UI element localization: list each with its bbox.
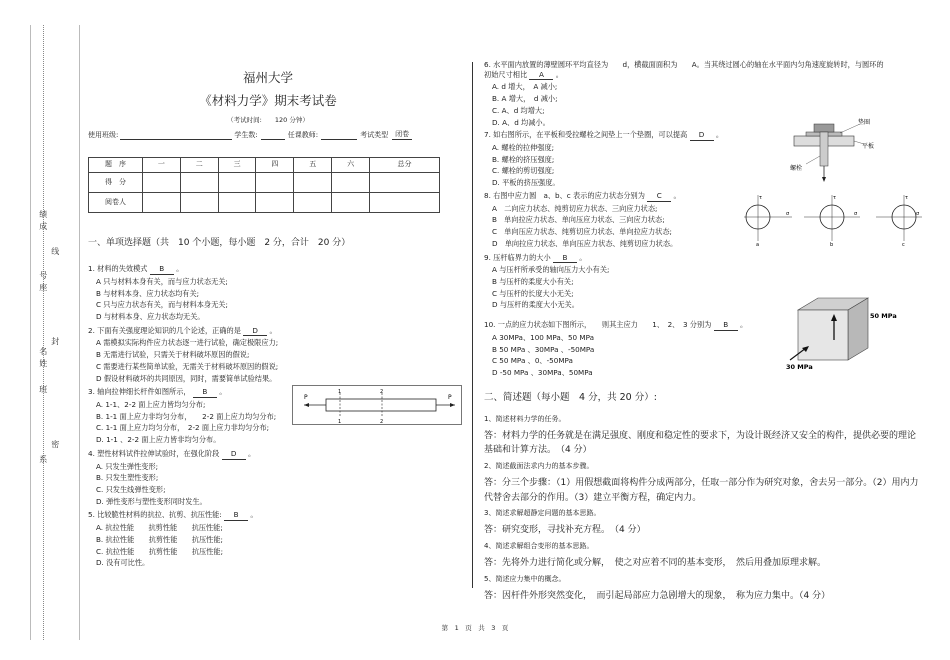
circle-label: b [830, 241, 834, 248]
bolt-head [814, 124, 834, 132]
mohr-circle-c [876, 195, 922, 248]
score-row [89, 172, 440, 192]
cube-front-face [798, 310, 848, 360]
sigma-label: σ [854, 210, 858, 217]
sigma-label: σ [786, 210, 790, 217]
option: C 单向压应力状态、纯剪切应力状态、单向拉应力状态; [492, 227, 672, 237]
score-table-header [89, 157, 440, 172]
circle-label: a [756, 241, 760, 248]
washer-label: 垫圈 [858, 119, 871, 127]
stem-text: 。 [269, 325, 277, 335]
question-8 [484, 191, 924, 249]
binding-label: 密 [50, 440, 60, 448]
option: D -50 MPa 、30MPa、50MPa [492, 367, 593, 377]
section-label: 2 [380, 389, 384, 396]
stress-element-figure [784, 294, 897, 372]
tau-label: τ [759, 194, 763, 201]
grader-cell[interactable] [180, 192, 218, 212]
section-label: 1 [338, 419, 342, 426]
option: B. 螺栓的挤压强度; [492, 154, 555, 164]
teacher-field[interactable] [321, 131, 357, 140]
option: C. A、d 均增大; [492, 105, 545, 115]
stem-text: 。 [247, 448, 256, 458]
option: C 50 MPa 、0、-50MPa [492, 356, 573, 366]
option: B 无需进行试验，只需关于材料破坏原因的假说; [96, 350, 250, 360]
exam-type-value: 闭卷 [392, 130, 412, 140]
stem-text: 。 [555, 69, 563, 79]
question-4 [88, 449, 448, 507]
arrowhead [304, 403, 309, 407]
page-footer: 第 1 页 共 3 页 [441, 624, 509, 632]
plate-label: 平板 [862, 143, 875, 151]
class-field[interactable] [120, 131, 232, 140]
option: B 单向拉应力状态、单向压应力状态、三向应力状态; [492, 215, 665, 225]
option: A. 螺栓的拉伸强度; [492, 143, 555, 153]
stem-text: 5. 比较脆性材料的抗拉、抗剪、抗压性能: [88, 510, 222, 520]
option: D. 没有可比性。 [96, 558, 150, 568]
option: D. 1-1 、2-2 面上应力皆非均匀分布。 [96, 435, 221, 445]
question-stem [88, 449, 448, 460]
score-header-cell: 三 [218, 157, 256, 172]
stem-text: 。 [739, 320, 748, 330]
mohr-circles-figure [742, 191, 924, 247]
stem-text: 4. 塑性材料试件拉伸试验时，在强化阶段 [88, 448, 220, 458]
circle-label: c [902, 241, 905, 248]
binding-label: 绩 [38, 210, 48, 218]
stem-text: 1. 材料的失效模式 [88, 264, 148, 274]
option: C 与压杆的长度大小无关; [492, 288, 574, 298]
question-stem [484, 60, 884, 80]
score-cell[interactable] [143, 172, 181, 192]
score-cell[interactable] [256, 172, 294, 192]
answer-blank[interactable]: B [193, 387, 217, 398]
score-row-label: 得 分 [89, 172, 143, 192]
option: A 30MPa、100 MPa、50 MPa [492, 332, 595, 342]
short-answer: 答：研究变形，寻找补充方程。 （4 分） [484, 525, 646, 536]
leader-line [806, 156, 820, 164]
mohr-circle-a [744, 195, 792, 248]
grader-cell[interactable] [256, 192, 294, 212]
score-cell[interactable] [332, 172, 370, 192]
binding-label: 线 [50, 247, 60, 255]
score-header-cell: 总分 [370, 157, 440, 172]
binding-label: 姓 [38, 359, 48, 367]
binding-label: 号 [38, 271, 48, 279]
bar-body [326, 399, 436, 411]
right-column [484, 60, 924, 603]
question-stem [484, 253, 924, 264]
answer-blank[interactable]: B [553, 253, 577, 264]
grader-row [89, 192, 440, 212]
grader-row-label: 阅卷人 [89, 192, 143, 212]
grader-cell[interactable] [218, 192, 256, 212]
grader-cell[interactable] [332, 192, 370, 212]
option: D 假设材料破坏的共同原因，同时，需要简单试验结果。 [96, 373, 277, 383]
tau-label: τ [905, 194, 909, 201]
question-2 [88, 326, 448, 384]
stem-text: 2. 下面有关强度理论知识的几个论述，正确的是 [88, 325, 241, 335]
binding-label: 系 [38, 455, 48, 463]
option: B 与材料本身、应力状态均有关; [96, 288, 200, 298]
grader-cell[interactable] [370, 192, 440, 212]
student-count-field[interactable] [261, 131, 285, 140]
question-stem [88, 510, 448, 521]
answer-blank[interactable]: B [150, 264, 174, 275]
question-10 [484, 312, 924, 378]
stem-text: 3. 轴向拉伸细长杆件如图所示， [88, 387, 191, 397]
option: A. 抗拉性能 抗剪性能 抗压性能; [96, 523, 223, 533]
arrowhead [822, 177, 826, 182]
short-answer-question: 3、简述求解超静定问题的基本思路。 [484, 508, 601, 517]
option: A. d 增大， A 减小; [492, 82, 558, 92]
option: B. 1-1 面上应力非均匀分布， 2-2 面上应力均匀分布; [96, 411, 277, 421]
binding-label: 座 [38, 283, 48, 291]
stem-text: 。 [673, 190, 681, 200]
option: A 与压杆所承受的轴向压力大小有关; [492, 265, 610, 275]
stress-label-50: 50 MPa [870, 312, 897, 321]
sigma-label: σ [916, 210, 920, 217]
answer-blank[interactable]: D [690, 130, 714, 141]
exam-type-label: 考试类型 [360, 130, 389, 139]
binding-label: 成 [38, 222, 48, 230]
stem-text: 8. 右图中应力圆 a、b、c 表示的应力状态分别为 [484, 190, 645, 200]
leader-line [840, 124, 860, 133]
score-cell[interactable] [370, 172, 440, 192]
score-header-cell: 一 [143, 157, 181, 172]
binding-strip [30, 25, 80, 640]
section-label: 2 [380, 419, 384, 426]
option: A 二向应力状态、纯剪切应力状态、三向应力状态; [492, 203, 658, 213]
section-label: 1 [338, 389, 342, 396]
option: D 与材料本身、应力状态均无关。 [96, 311, 205, 321]
bolt-label: 螺栓 [790, 165, 803, 173]
grader-cell[interactable] [294, 192, 332, 212]
exam-time: （考试时间: 120 分钟） [227, 115, 309, 124]
score-cell[interactable] [218, 172, 256, 192]
question-stem [88, 326, 448, 337]
short-answer: 答：分三个步骤：（1）用假想截面将构件分成两部分，任取一部分作为研究对象，舍去另一部分。（2）用内力代替舍去部分的作用。（3）建立平衡方程，确定内力。 [484, 478, 919, 503]
option: C. 抗拉性能 抗剪性能 抗压性能; [96, 546, 224, 556]
question-3 [88, 387, 452, 445]
column-divider [472, 62, 473, 588]
answer-blank[interactable]: D [243, 326, 267, 337]
stem-text: 10. 一点的应力状态如下图所示， 则其主应力 1、 2、 3 分别为 [484, 320, 712, 330]
short-answer: 答：因杆件外形突然变化， 而引起局部应力急剧增大的现象， 称为应力集中。（4 分） [484, 591, 831, 602]
answer-blank[interactable]: B [714, 320, 738, 331]
option: A 只与材料本身有关，而与应力状态无关; [96, 276, 228, 286]
option: B 与压杆的柔度大小有关; [492, 276, 574, 286]
option: A 需模拟实际构件应力状态逐一进行试验，确定极限应力; [96, 338, 279, 348]
question-stem [88, 264, 448, 275]
tau-label: τ [833, 194, 837, 201]
score-cell[interactable] [294, 172, 332, 192]
exam-title: 《材料力学》期末考试卷 [199, 92, 337, 108]
option: A. 只发生弹性变形; [96, 461, 159, 471]
stem-text: 。 [176, 264, 184, 274]
option: D. 平板的挤压强度。 [492, 178, 560, 188]
score-header-cell: 五 [294, 157, 332, 172]
answer-blank[interactable]: D [222, 449, 246, 460]
option: C. 1-1 面上应力均匀分布， 2-2 面上应力非均匀分布; [96, 423, 270, 433]
stem-text: 。 [579, 252, 587, 262]
stem-text: 。 [715, 130, 724, 140]
question-1 [88, 264, 448, 322]
option: C. 螺栓的剪切强度; [492, 166, 555, 176]
short-answer: 答：先将外力进行简化或分解， 使之对应着不同的基本变形， 然后用叠加原理求解。 [484, 558, 827, 569]
load-label: P [448, 394, 452, 402]
grader-cell[interactable] [143, 192, 181, 212]
option: B. 只发生塑性变形; [96, 473, 159, 483]
class-label: 使用班级: [88, 130, 119, 139]
score-cell[interactable] [180, 172, 218, 192]
binding-label: 名 [38, 347, 48, 355]
option: D. 弹性变形与塑性变形同时发生。 [96, 496, 207, 506]
answer-blank[interactable]: A [529, 70, 553, 81]
option: D 与压杆的柔度大小无关。 [492, 300, 579, 310]
score-table [88, 157, 440, 213]
stem-text: 。 [219, 387, 227, 397]
university-name: 福州大学 [242, 70, 293, 85]
teacher-label: 任课教师: [287, 130, 319, 139]
stem-text: 7. 如右图所示，在平板和受拉螺栓之间垫上一个垫圈，可以提高 [484, 130, 688, 140]
bolt-shank [820, 132, 828, 166]
short-answer-question: 2、简述截面法求内力的基本步骤。 [484, 461, 594, 470]
mohr-circle-b [804, 195, 860, 248]
stress-label-30: 30 MPa [786, 363, 813, 372]
stem-text: 6. 水平面内放置的薄壁圆环平均直径为 d，横截面面积为 A。当其绕过圆心的轴在水平面内匀角速度旋转时，与圆环的初始尺寸相比 [484, 60, 884, 79]
score-header-cell: 题 序 [89, 157, 143, 172]
stem-text: 9. 压杆临界力的大小 [484, 252, 551, 262]
score-header-cell: 六 [332, 157, 370, 172]
student-count-label: 学生数: [234, 130, 258, 139]
short-answer: 答：材料力学的任务就是在满足强度、刚度和稳定性的要求下，为设计既经济又安全的构件，提供必要的理论基础和计算方法。 （4 分） [484, 430, 917, 456]
score-header-cell: 四 [256, 157, 294, 172]
answer-blank[interactable]: C [647, 191, 671, 202]
left-column [88, 60, 452, 568]
option: B. 抗拉性能 抗剪性能 抗压性能; [96, 534, 223, 544]
score-header-cell: 二 [180, 157, 218, 172]
option: C 需要进行某些简单试验，无需关于材料破坏原因的假说; [96, 361, 279, 371]
binding-label: 班 [38, 385, 48, 393]
option: D. A、d 均减小。 [492, 117, 550, 127]
option: C 只与应力状态有关，而与材料本身无关; [96, 300, 228, 310]
binding-dotted-line [43, 25, 44, 640]
exam-info-row [88, 130, 448, 140]
option: C. 只发生线弹性变形; [96, 485, 166, 495]
section-1-title: 一、单项选择题（共 10 个小题，每小题 2 分，合计 20 分） [88, 237, 351, 248]
arrowhead [450, 403, 455, 407]
load-label: P [304, 394, 308, 402]
option: B. A 增大， d 减小; [492, 94, 558, 104]
stem-text: 。 [250, 510, 258, 520]
option: B 50 MPa 、30MPa 、-50MPa [492, 344, 595, 354]
answer-blank[interactable]: B [224, 510, 248, 521]
option: A. 1-1、2-2 面上应力皆均匀分布; [96, 400, 206, 409]
short-answer-question: 4、简述求解组合变形的基本思路。 [484, 541, 594, 550]
short-answer-question: 5、简述应力集中的概念。 [484, 574, 566, 583]
bolt-washer-figure [784, 116, 884, 184]
question-5 [88, 510, 448, 568]
section-2-title: 二、简述题（每小题 4 分，共 20 分）: [484, 391, 657, 403]
axial-bar-figure [292, 385, 462, 425]
short-answer-question: 1、简述材料力学的任务。 [484, 414, 566, 423]
binding-label: 封 [50, 337, 60, 345]
option: D 单向拉应力状态、单向压应力状态、纯剪切应力状态。 [492, 238, 678, 248]
